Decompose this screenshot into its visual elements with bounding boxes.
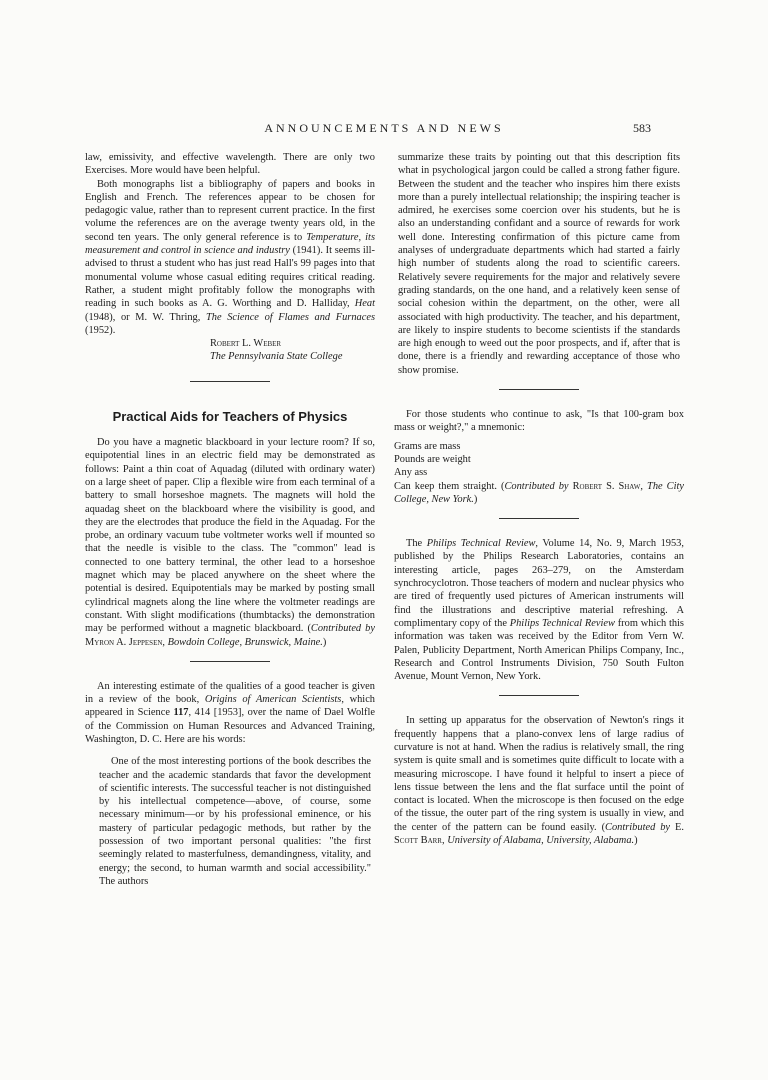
section-divider (499, 695, 579, 696)
signature-affiliation: The Pennsylvania State College (210, 351, 343, 363)
section-divider (499, 389, 579, 390)
mnemonic-line: Can keep them straight. (Contributed by Robert S. Shaw, The City College, New York.) (394, 480, 684, 505)
paragraph: Both monographs list a bibliography of papers and books in English and French. The references appear to be chosen for pedagogic value, rather than to represent current practice. In the first volume the references are on the average twenty years old, in the second ten years. The only general reference is to Temperature, its measurement and control in science and industry (1941). It seems ill-advised to thrust a student who has just read Hall's 99 pages into that monumental volume whose casual editing requires critical reading. Rather, a student might profitably follow the monographs with reading in such books as A. G. Worthing and D. Halliday, Heat (1948), or M. W. Thring, The Science of Flames and Furnaces (1952). (85, 178, 375, 336)
section-title: Practical Aids for Teachers of Physics (112, 408, 348, 424)
section-divider (190, 661, 270, 662)
paragraph: The Philips Technical Review, Volume 14, No. 9, March 1953, published by the Philips Research Laboratories, contains an interesting article, pages 263–279, on the Amsterdam synchrocyclotron. Those teachers of modern and nuclear physics who are tired of frequently used pictures of American instruments will find the illustrations and descriptive material refreshing. A complimentary copy of the Philips Technical Review from which this information was taken was received by the Editor from Vern W. Palen, Publicity Department, North American Philips Company, Inc., Research and Control Instruments Division, 750 South Fulton Avenue, Mount Vernon, New York. (394, 538, 684, 683)
running-title: ANNOUNCEMENTS AND NEWS (264, 121, 504, 135)
page-header (0, 121, 768, 137)
mnemonic (394, 440, 684, 506)
paragraph: law, emissivity, and effective wavelength. There are only two Exercises. More would have been helpful. (85, 152, 375, 177)
spacer (85, 746, 375, 755)
paragraph: Do you have a magnetic blackboard in your lecture room? If so, equipotential lines in an electric field may be demonstrated as follows: Paint a thin coat of Aquadag (diluted with ordinary water) on a large sheet of paper. Clip a flexible wire from each terminal of a battery to small horseshoe magnets. The magnets will hold the aquadag sheet on the blackboard where the visibility is good, and they are the electrodes that produce the field in the Aquadag. For the probe, an ordinary vacuum tube voltmeter works well if mounted so that the needle is visible to the class. The "common" lead is connected to one battery terminal, the other lead to a horseshoe magnet which may be placed anywhere on the sheet where the potential is desired. Equipotentials may be marked by posting small cylindrical magnets along the line where the voltmeter readings are constant. With slight modifications (thumbtacks) the demonstration may be performed without a magnetic blackboard. (Contributed by Myron A. Jeppesen, Bowdoin College, Brunswick, Maine.) (85, 437, 375, 648)
paragraph: In setting up apparatus for the observation of Newton's rings it frequently happens that a plano-convex lens of large radius of curvature is not at hand. When the radius is relatively small, the ring system is quite small and is sometimes quite difficult to locate with a measuring microscope. I have found it helpful to insert a piece of lens tissue between the lens and the flat surface until the point of contact is located. When the microscope is then focused on the edge of the tissue, the outer part of the ring system is usually in view, and the center of the pattern can be found easily. (Contributed by E. Scott Barr, University of Alabama, University, Alabama.) (394, 715, 684, 847)
mnemonic-line: Pounds are weight (394, 453, 471, 465)
paragraph: For those students who continue to ask, "Is that 100-gram box mass or weight?," a mnemonic: (394, 409, 684, 434)
page-number: 583 (633, 121, 651, 135)
mnemonic-line: Any ass (394, 467, 428, 479)
mnemonic-line: Grams are mass (394, 440, 461, 452)
block-quote: One of the most interesting portions of the book describes the teacher and the academic standards that favor the development of scientific interests. The successful teacher is not distinguished by his intellectual competence—above, of course, some necessary minimum—or by his professional eminence, or his mastery of particular pedagogic methods, but rather by the possession of two important personal qualities: "the first seemingly related to masterfulness, demandingness, vitality, and energy; the second, to human warmth and social accessibility." The authors (99, 756, 371, 887)
block-quote-continued: summarize these traits by pointing out that this description fits what in psychological jargon could be called a strong father figure. Between the student and the teacher who inspires him there exists more than a purely intellectual relationship; the inspiring teacher is admired, he exercises some coercion over his students, but he is also an understanding confidant and a source of rewards for work well done. Interesting confirmation of this picture came from analyses of undergraduate departments which had started a fairly high number of students along the road to scientific careers. Relatively severe requirements for the major and relatively severe grading standards, on the one hand, and a relatively keen sense of social cohesion within the department, on the other, were all associated with high productivity. The teacher, and his department, are likely to inspire students to become scientists if the standards are high enough to weed out the poor prospects, and if, after that is done, there is a friendly and rewarding acceptance of those who show promise. (398, 152, 680, 376)
paragraph: An interesting estimate of the qualities of a good teacher is given in a review of the book, Origins of American Scientists, which appeared in Science 117, 414 [1953], over the name of Dael Wolfle of the Commission on Human Resources and Advanced Training, Washington, D. C. Here are his words: (85, 680, 376, 745)
left-column (85, 151, 375, 888)
right-column (394, 151, 684, 847)
section-divider (499, 518, 579, 519)
section-divider (190, 381, 270, 382)
signature-name: Robert L. Weber (210, 338, 282, 350)
